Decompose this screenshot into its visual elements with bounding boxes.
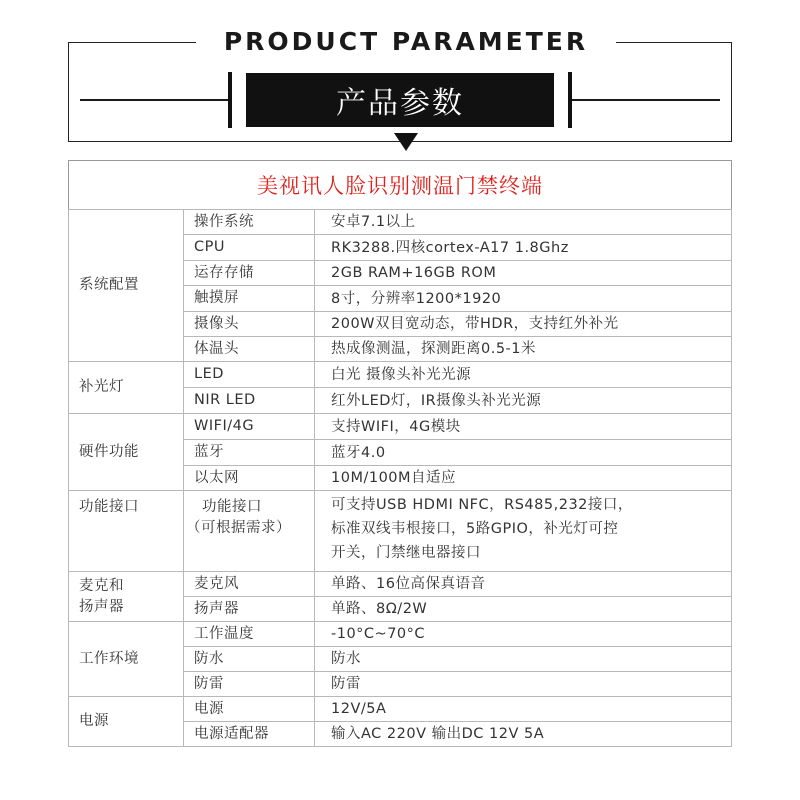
category-cell: 系统配置 [69, 210, 184, 362]
value-cell: 白光 摄像头补光光源 [315, 362, 732, 388]
item-cell: 工作温度 [184, 622, 315, 647]
value-line: 标准双线韦根接口，5路GPIO，补光灯可控 [331, 521, 619, 537]
item-cell: CPU [184, 235, 315, 261]
item-cell: WIFI/4G [184, 414, 315, 440]
category-cell: 功能接口 [69, 491, 184, 572]
item-cell: NIR LED [184, 388, 315, 414]
item-cell: 电源适配器 [184, 722, 315, 747]
value-cell [315, 491, 732, 572]
item-cell: LED [184, 362, 315, 388]
chinese-title: 产品参数 [246, 73, 554, 127]
value-cell: 支持WIFI，4G模块 [315, 414, 732, 440]
value-cell: 2GB RAM+16GB ROM [315, 261, 732, 286]
value-line: 可支持USB HDMI NFC，RS485,232接口， [331, 497, 633, 513]
category-cell: 电源 [69, 697, 184, 747]
table-row [69, 697, 732, 722]
value-cell: 单路、16位高保真语音 [315, 572, 732, 597]
value-line: 开关，门禁继电器接口 [331, 545, 481, 561]
value-cell: 防水 [315, 647, 732, 672]
item-cell: 麦克风 [184, 572, 315, 597]
item-cell [184, 491, 315, 572]
table-row [69, 572, 732, 597]
item-cell: 以太网 [184, 466, 315, 491]
table-row [69, 491, 732, 572]
value-cell: -10°C~70°C [315, 622, 732, 647]
title-divider-right [572, 99, 720, 101]
value-cell: 单路、8Ω/2W [315, 597, 732, 622]
item-cell: 操作系统 [184, 210, 315, 235]
item-cell: 摄像头 [184, 312, 315, 337]
value-cell: 输入AC 220V 输出DC 12V 5A [315, 722, 732, 747]
item-cell: 运存存储 [184, 261, 315, 286]
value-cell: 蓝牙4.0 [315, 440, 732, 466]
category-cell: 工作环境 [69, 622, 184, 697]
value-cell: 红外LED灯，IR摄像头补光光源 [315, 388, 732, 414]
value-cell: 200W双目宽动态，带HDR，支持红外补光 [315, 312, 732, 337]
table-row [69, 414, 732, 440]
category-cell: 补光灯 [69, 362, 184, 414]
title-divider-left [80, 99, 228, 101]
table-row [69, 622, 732, 647]
category-line: 麦克和 [79, 577, 124, 594]
item-cell: 触摸屏 [184, 286, 315, 312]
value-cell: 防雷 [315, 672, 732, 697]
value-cell: 安卓7.1以上 [315, 210, 732, 235]
category-line: 扬声器 [79, 598, 124, 615]
item-cell: 防水 [184, 647, 315, 672]
item-cell: 电源 [184, 697, 315, 722]
value-cell: 热成像测温，探测距离0.5-1米 [315, 337, 732, 362]
value-cell: 8寸，分辨率1200*1920 [315, 286, 732, 312]
table-title: 美视讯人脸识别测温门禁终端 [68, 160, 732, 210]
value-cell: 10M/100M自适应 [315, 466, 732, 491]
down-arrow-icon [394, 133, 418, 151]
value-cell: 12V/5A [315, 697, 732, 722]
english-title: PRODUCT PARAMETER [223, 27, 589, 56]
value-cell: RK3288.四核cortex-A17 1.8Ghz [315, 235, 732, 261]
category-cell: 硬件功能 [69, 414, 184, 491]
item-cell: 防雷 [184, 672, 315, 697]
item-label: 功能接口 [202, 499, 262, 515]
parameter-table [68, 209, 732, 747]
table-row [69, 210, 732, 235]
table-row [69, 362, 732, 388]
category-cell [69, 572, 184, 622]
item-cell: 扬声器 [184, 597, 315, 622]
item-sub-label: （可根据需求） [186, 520, 291, 536]
item-cell: 蓝牙 [184, 440, 315, 466]
item-cell: 体温头 [184, 337, 315, 362]
